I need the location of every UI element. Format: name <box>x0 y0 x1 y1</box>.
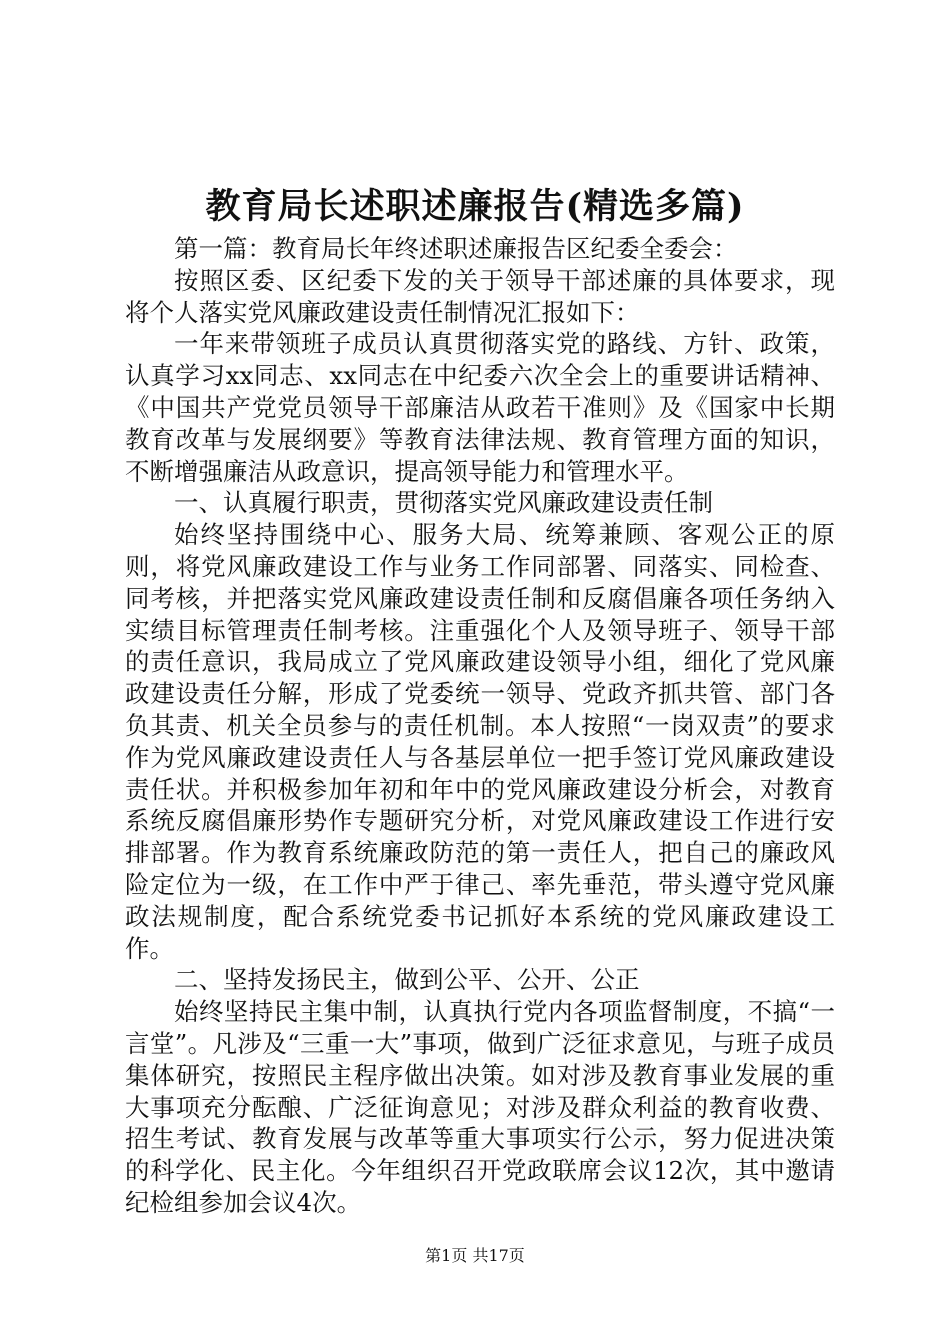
section-heading: 二、坚持发扬民主，做到公平、公开、公正 <box>174 965 640 995</box>
paragraph: 始终坚持围绕中心、服务大局、统筹兼顾、客观公正的原则，将党风廉政建设工作与业务工作同部署、同落实、同检查、同考核，并把落实党风廉政建设责任制和反腐倡廉各项任务纳入实绩目标管理责任制考核。注重强化个人及领导班子、领导干部的责任意识，我局成立了党风廉政建设领导小组，细化了党风廉政建设责任分解，形成了党委统一领导、党政齐抓共管、部门各负其责、机关全员参与的责任机制。本人按照“一岗双责”的要求作为党风廉政建设责任人与各基层单位一把手签订党风廉政建设责任状。并积极参加年初和年中的党风廉政建设分析会，对教育系统反腐倡廉形势作专题研究分析，对党风廉政建设工作进行安排部署。作为教育系统廉政防范的第一责任人，把自己的廉政风险定位为一级，在工作中严于律己、率先垂范，带头遵守党风廉政法规制度，配合系统党委书记抓好本系统的党风廉政建设工作。 <box>125 520 835 963</box>
paragraph: 一年来带领班子成员认真贯彻落实党的路线、方针、政策，认真学习xx同志、xx同志在中纪委六次全会上的重要讲话精神、《中国共产党党员领导干部廉洁从政若干准则》及《国家中长期教育改革与发展纲要》等教育法律法规、教育管理方面的知识，不断增强廉洁从政意识，提高领导能力和管理水平。 <box>125 329 835 486</box>
paragraph: 始终坚持民主集中制，认真执行党内各项监督制度，不搞“一言堂”。凡涉及“三重一大”事项，做到广泛征求意见，与班子成员集体研究，按照民主程序做出决策。如对涉及教育事业发展的重大事项充分酝酿、广泛征询意见；对涉及群众利益的教育收费、招生考试、教育发展与改革等重大事项实行公示，努力促进决策的科学化、民主化。今年组织召开党政联席会议12次，其中邀请纪检组参加会议4次。 <box>125 997 835 1217</box>
paragraph: 按照区委、区纪委下发的关于领导干部述廉的具体要求，现将个人落实党风廉政建设责任制情况汇报如下： <box>125 265 835 327</box>
document-body <box>125 233 835 1219</box>
page-number: 第1页 共17页 <box>425 1246 525 1265</box>
section-heading: 一、认真履行职责，贯彻落实党风廉政建设责任制 <box>174 488 713 518</box>
document-title: 教育局长述职述廉报告(精选多篇) <box>205 186 745 227</box>
paragraph-intro: 第一篇：教育局长年终述职述廉报告区纪委全委会： <box>174 234 738 263</box>
